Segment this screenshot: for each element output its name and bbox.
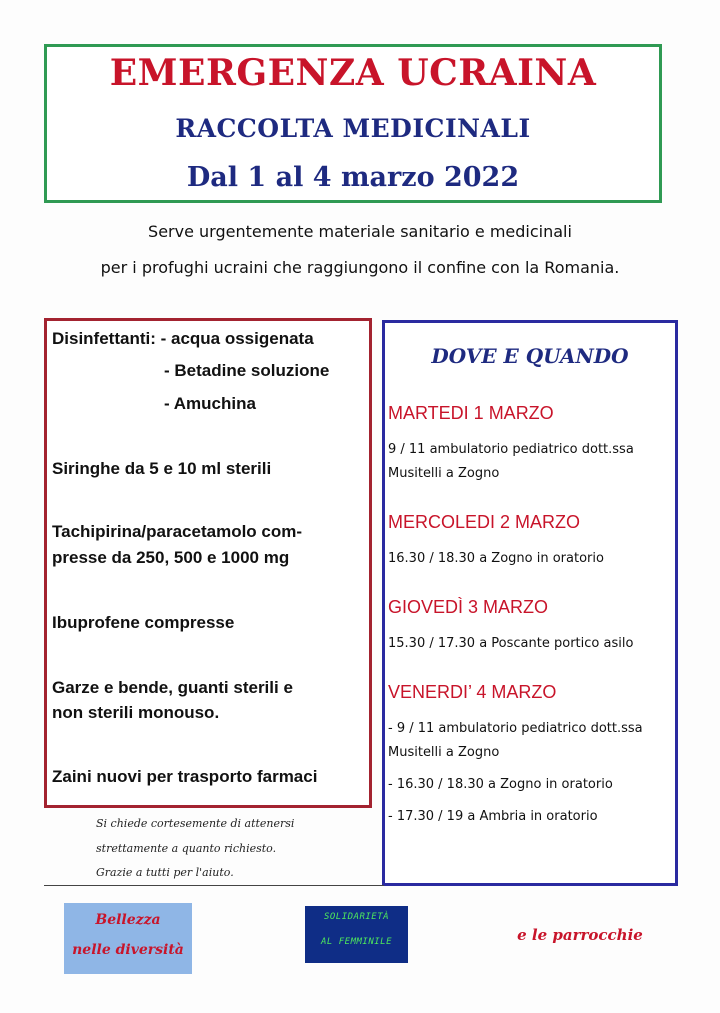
item-disinfettanti: Disinfettanti: - acqua ossigenata <box>52 329 314 348</box>
day4-slot-1b: Musitelli a Zogno <box>388 745 500 760</box>
day1-slot-1a: 9 / 11 ambulatorio pediatrico dott.ssa <box>388 442 634 457</box>
schedule-title: DOVE E QUANDO <box>431 344 629 368</box>
item-tachipirina-2: presse da 250, 500 e 1000 mg <box>52 548 290 567</box>
day-heading-3: GIOVEDÌ 3 MARZO <box>388 597 549 617</box>
day-heading-1: MARTEDI 1 MARZO <box>388 403 554 423</box>
divider <box>44 885 384 886</box>
solidarieta-logo-line-1: SOLIDARIETÀ <box>323 912 390 922</box>
note-line-1: Si chiede cortesemente di attenersi <box>96 817 295 830</box>
item-siringhe: Siringhe da 5 e 10 ml sterili <box>52 459 272 478</box>
intro-line-2: per i profughi ucraini che raggiungono il confine con la Romania. <box>100 258 620 277</box>
item-tachipirina-1: Tachipirina/paracetamolo com- <box>52 522 303 541</box>
parrocchie-text: e le parrocchie <box>517 926 643 944</box>
item-zaini: Zaini nuovi per trasporto farmaci <box>52 767 318 786</box>
note-line-3: Grazie a tutti per l'aiuto. <box>96 866 234 879</box>
day-heading-2: MERCOLEDI 2 MARZO <box>388 512 581 532</box>
bellezza-logo-line-1: Bellezza <box>95 912 161 928</box>
event-dates: Dal 1 al 4 marzo 2022 <box>186 162 520 193</box>
note-line-2: strettamente a quanto richiesto. <box>96 842 277 855</box>
item-garze-1: Garze e bende, guanti sterili e <box>52 678 293 697</box>
day4-slot-3: - 17.30 / 19 a Ambria in oratorio <box>388 809 598 824</box>
item-betadine: - Betadine soluzione <box>164 361 330 380</box>
day4-slot-1a: - 9 / 11 ambulatorio pediatrico dott.ssa <box>388 721 643 736</box>
item-garze-2: non sterili monouso. <box>52 703 220 722</box>
page-subtitle: RACCOLTA MEDICINALI <box>175 114 531 143</box>
day1-slot-1b: Musitelli a Zogno <box>388 466 500 481</box>
item-amuchina: - Amuchina <box>164 394 256 413</box>
day2-slot-1: 16.30 / 18.30 a Zogno in oratorio <box>388 551 604 566</box>
bellezza-logo-line-2: nelle diversità <box>72 942 184 958</box>
solidarieta-logo-line-2: AL FEMMINILE <box>320 937 393 947</box>
day-heading-4: VENERDI’ 4 MARZO <box>388 682 557 702</box>
intro-line-1: Serve urgentemente materiale sanitario e medicinali <box>148 222 572 241</box>
day3-slot-1: 15.30 / 17.30 a Poscante portico asilo <box>388 636 634 651</box>
day4-slot-2: - 16.30 / 18.30 a Zogno in oratorio <box>388 777 613 792</box>
item-ibuprofene: Ibuprofene compresse <box>52 613 235 632</box>
page-title: EMERGENZA UCRAINA <box>109 52 597 94</box>
